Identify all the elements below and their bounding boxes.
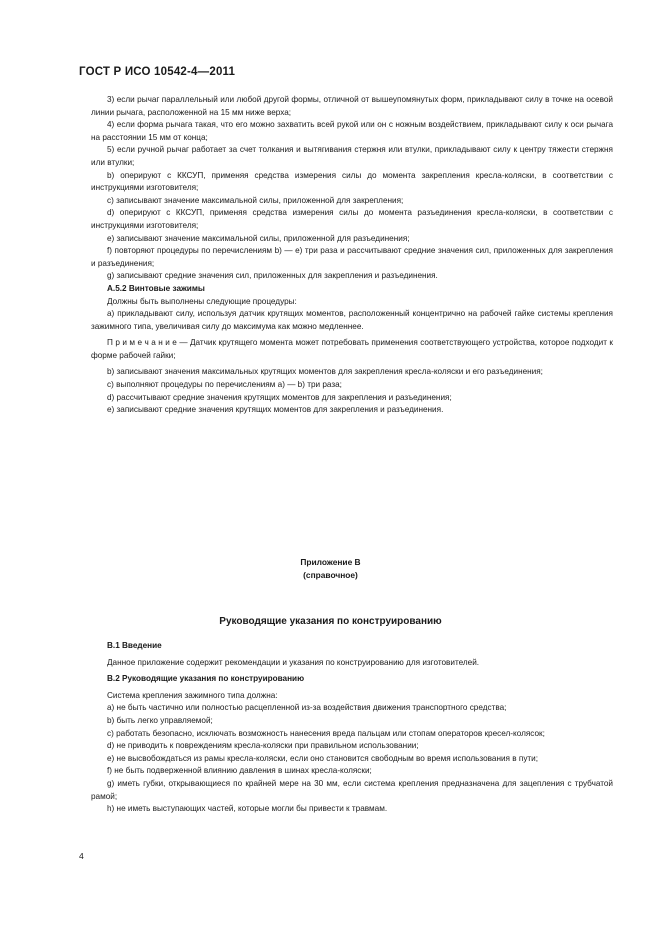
subsection-heading: В.1 Введение	[107, 641, 162, 650]
paragraph: e) не высвобождаться из рамы кресла-коляски, если оно становится свободным во время использования в пути;	[107, 753, 539, 763]
procedure-text-block	[91, 94, 613, 417]
paragraph: g) иметь губки, открывающиеся по крайней мере на 30 мм, если система крепления предназначена для зацепления с трубчатой рамой;	[91, 778, 613, 801]
paragraph: d) не приводить к повреждениям кресла-коляски при правильном использовании;	[107, 741, 419, 751]
paragraph: h) не иметь выступающих частей, которые могли бы привести к травмам.	[107, 804, 388, 814]
subsection-heading: А.5.2 Винтовые зажимы	[107, 283, 205, 293]
document-header: ГОСТ Р ИСО 10542-4—2011	[79, 66, 236, 78]
guidelines-text-block	[91, 640, 613, 816]
paragraph: b) быть легко управляемой;	[107, 715, 213, 725]
paragraph: d) оперируют с ККСУП, применяя средства измерения силы до момента разъединения кресла-коляски, в соответствии с инструкциями изготовителя;	[91, 208, 613, 230]
annex-subtitle: (справочное)	[303, 569, 358, 580]
annex-heading	[0, 556, 661, 581]
paragraph: c) записывают значение максимальной силы, приложенной для закрепления;	[107, 195, 404, 205]
paragraph: f) не быть подверженной влиянию давления в шинах кресла-коляски;	[107, 766, 372, 776]
paragraph: 3) если рычаг параллельный или любой другой формы, отличной от вышеупомянутых форм, прикладывают силу в точке на осевой линии рычага, расположенной на 15 мм ниже верха;	[91, 95, 613, 117]
paragraph: Данное приложение содержит рекомендации и указания по конструированию для изготовителей.	[107, 657, 480, 667]
paragraph: f) повторяют процедуры по перечислениям b) — e) три раза и рассчитывают средние значения сил, приложенных для закрепления и разъединения;	[91, 246, 613, 268]
paragraph: 4) если форма рычага такая, что его можно захватить всей рукой или он с ножным воздействием, прикладывают силу к оси рычага на расстоянии 15 мм от конца;	[91, 120, 613, 142]
paragraph: Система крепления зажимного типа должна:	[107, 690, 278, 700]
annex-title: Приложение В	[300, 557, 361, 567]
paragraph: a) прикладывают силу, используя датчик крутящих моментов, расположенный концентрично на рабочей гайке системы крепления зажимного типа, увеличивая силу до максимума как можно медленнее.	[91, 309, 613, 331]
page-number: 4	[79, 851, 84, 861]
paragraph: c) работать безопасно, исключать возможность нанесения вреда пальцам или стопам операторов кресел-колясок;	[107, 728, 545, 738]
section-title: Руководящие указания по конструированию	[219, 616, 442, 627]
paragraph: 5) если ручной рычаг работает за счет толкания и вытягивания стержня или втулки, прикладывают силу к центру тяжести стержня или втулки;	[91, 145, 613, 167]
paragraph: e) записывают средние значения крутящих моментов для закрепления и разъединения.	[107, 405, 444, 415]
paragraph: b) оперируют с ККСУП, применяя средства измерения силы до момента закрепления кресла-коляски, в соответствии с инструкциями изготовителя;	[91, 170, 613, 193]
paragraph: d) рассчитывают средние значения крутящих моментов для закрепления и разъединения;	[107, 392, 452, 402]
paragraph: b) записывают значения максимальных крутящих моментов для закрепления кресла-коляски и его разъединения;	[107, 367, 543, 377]
paragraph: П р и м е ч а н и е — Датчик крутящего момента может потребовать применения соответствующего устройства, которое подходит к форме рабочей гайки;	[91, 338, 613, 360]
subsection-heading: В.2 Руководящие указания по конструированию	[107, 674, 305, 684]
paragraph: Должны быть выполнены следующие процедуры:	[107, 296, 297, 306]
paragraph: c) выполняют процедуры по перечислениям a) — b) три раза;	[107, 380, 342, 390]
paragraph: e) записывают значение максимальной силы, приложенной для разъединения;	[107, 233, 410, 243]
paragraph: a) не быть частично или полностью расцепленной из-за воздействия движения транспортного средства;	[107, 703, 507, 713]
paragraph: g) записывают средние значения сил, приложенных для закрепления и разъединения.	[107, 271, 438, 281]
